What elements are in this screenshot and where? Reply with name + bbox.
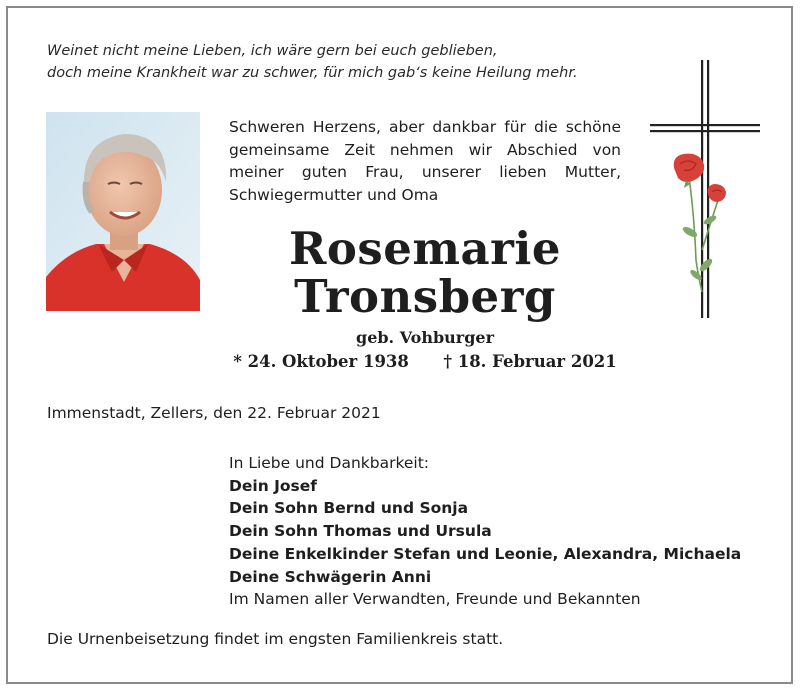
mourner-name: Dein Sohn Bernd und Sonja — [229, 499, 469, 518]
deceased-first-name: Rosemarie — [288, 222, 562, 275]
poem — [47, 40, 578, 84]
life-dates: * 24. Oktober 1938 † 18. Februar 2021 — [233, 352, 617, 371]
mourner-name: Dein Sohn Thomas und Ursula — [229, 522, 492, 541]
mourners-heading: In Liebe und Dankbarkeit: — [229, 454, 430, 472]
deceased-last-name: Tronsberg — [294, 270, 556, 323]
maiden-name: geb. Vohburger — [356, 328, 494, 347]
burial-note: Die Urnenbeisetzung findet im engsten Familienkreis statt. — [47, 630, 504, 648]
cross-with-roses-icon — [650, 60, 762, 322]
poem-line: Weinet nicht meine Lieben, ich wäre gern bei euch geblieben, — [47, 43, 498, 59]
mourners-list — [229, 452, 741, 611]
place-and-date: Immenstadt, Zellers, den 22. Februar 2021 — [47, 404, 381, 422]
mourner-name: Dein Josef — [229, 476, 318, 495]
poem-line: doch meine Krankheit war zu schwer, für mich gab‘s keine Heilung mehr. — [47, 65, 578, 81]
mourner-name: Deine Enkelkinder Stefan und Leonie, Alexandra, Michaela — [229, 544, 742, 563]
portrait-photo — [46, 112, 200, 311]
mourners-closing: Im Namen aller Verwandten, Freunde und Bekannten — [229, 590, 641, 609]
intro-text: Schweren Herzens, aber dankbar für die schöne gemeinsame Zeit nehmen wir Abschied von meiner guten Frau, unserer lieben Mutter, Schwiegermutter und Oma — [229, 118, 621, 204]
mourner-name: Deine Schwägerin Anni — [229, 567, 432, 586]
